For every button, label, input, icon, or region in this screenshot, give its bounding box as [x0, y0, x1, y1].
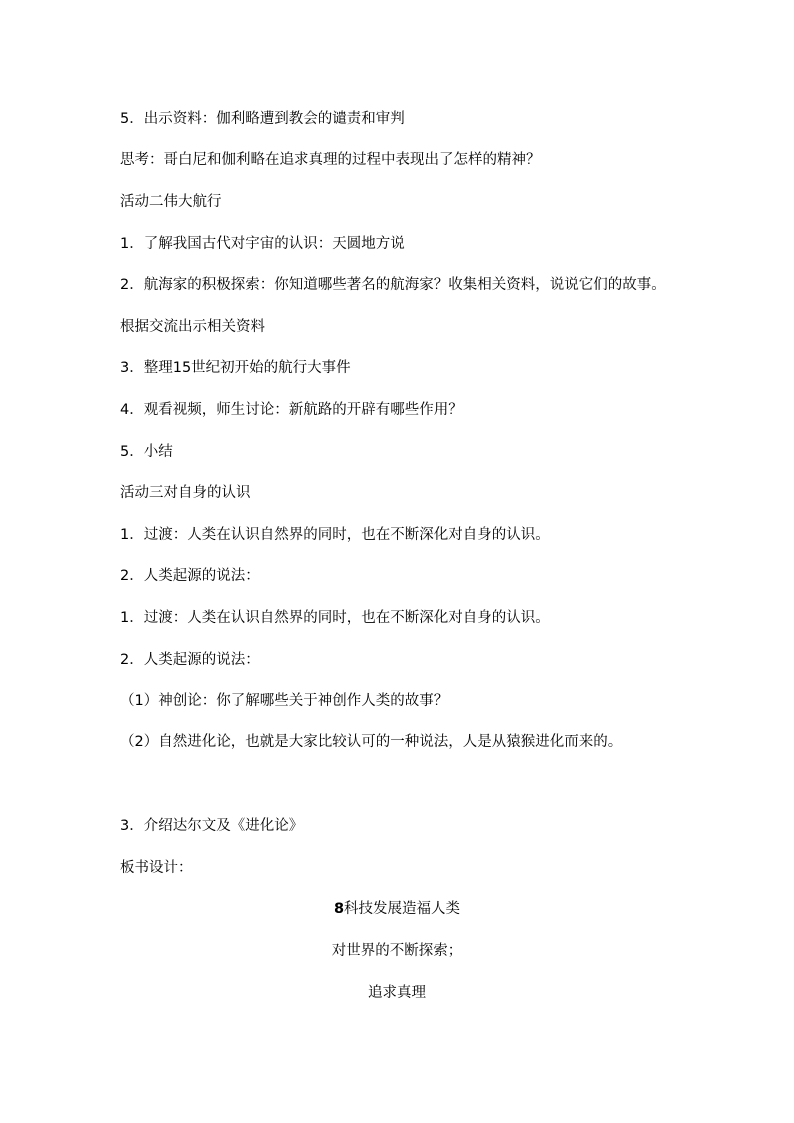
- paragraph-origin-repeat: 2．人类起源的说法：: [120, 652, 260, 668]
- paragraph-ancient-cosmos: 1．了解我国古代对宇宙的认识：天圆地方说: [120, 236, 405, 252]
- paragraph-darwin: 3．介绍达尔文及《进化论》: [120, 818, 304, 834]
- board-title: [120, 900, 674, 918]
- board-title-number: 8: [333, 901, 345, 917]
- paragraph-watch-video: 4．观看视频，师生讨论：新航路的开辟有哪些作用？: [120, 402, 463, 418]
- paragraph-thinking-question: 思考：哥白尼和伽利略在追求真理的过程中表现出了怎样的精神？: [120, 152, 541, 168]
- board-line-truth: 追求真理: [368, 985, 426, 1001]
- heading-activity-two: 活动二伟大航行: [120, 194, 222, 210]
- paragraph-navigators: 2．航海家的积极探索：你知道哪些著名的航海家？收集相关资料，说说它们的故事。根据交流出示相关资料: [120, 277, 666, 335]
- board-line-explore: 对世界的不断探索；: [331, 943, 463, 959]
- paragraph-voyage-events: 3．整理15世纪初开始的航行大事件: [120, 360, 351, 376]
- heading-activity-three: 活动三对自身的认识: [120, 485, 251, 501]
- paragraph-transition: 1．过渡：人类在认识自然界的同时，也在不断深化对自身的认识。: [120, 527, 550, 543]
- paragraph-transition-repeat: 1．过渡：人类在认识自然界的同时，也在不断深化对自身的认识。: [120, 610, 550, 626]
- heading-board-design: 板书设计：: [120, 860, 193, 876]
- board-title-text: 科技发展造福人类: [344, 901, 461, 917]
- paragraph-summary: 5．小结: [120, 444, 173, 460]
- paragraph-galileo-material: 5．出示资料：伽利略遭到教会的谴责和审判: [120, 111, 405, 127]
- paragraph-origin: 2．人类起源的说法：: [120, 568, 260, 584]
- paragraph-creationism: （1）神创论：你了解哪些关于神创作人类的故事？: [120, 693, 449, 709]
- paragraph-evolution: （2）自然进化论，也就是大家比较认可的一种说法，人是从猿猴进化而来的。: [120, 734, 623, 750]
